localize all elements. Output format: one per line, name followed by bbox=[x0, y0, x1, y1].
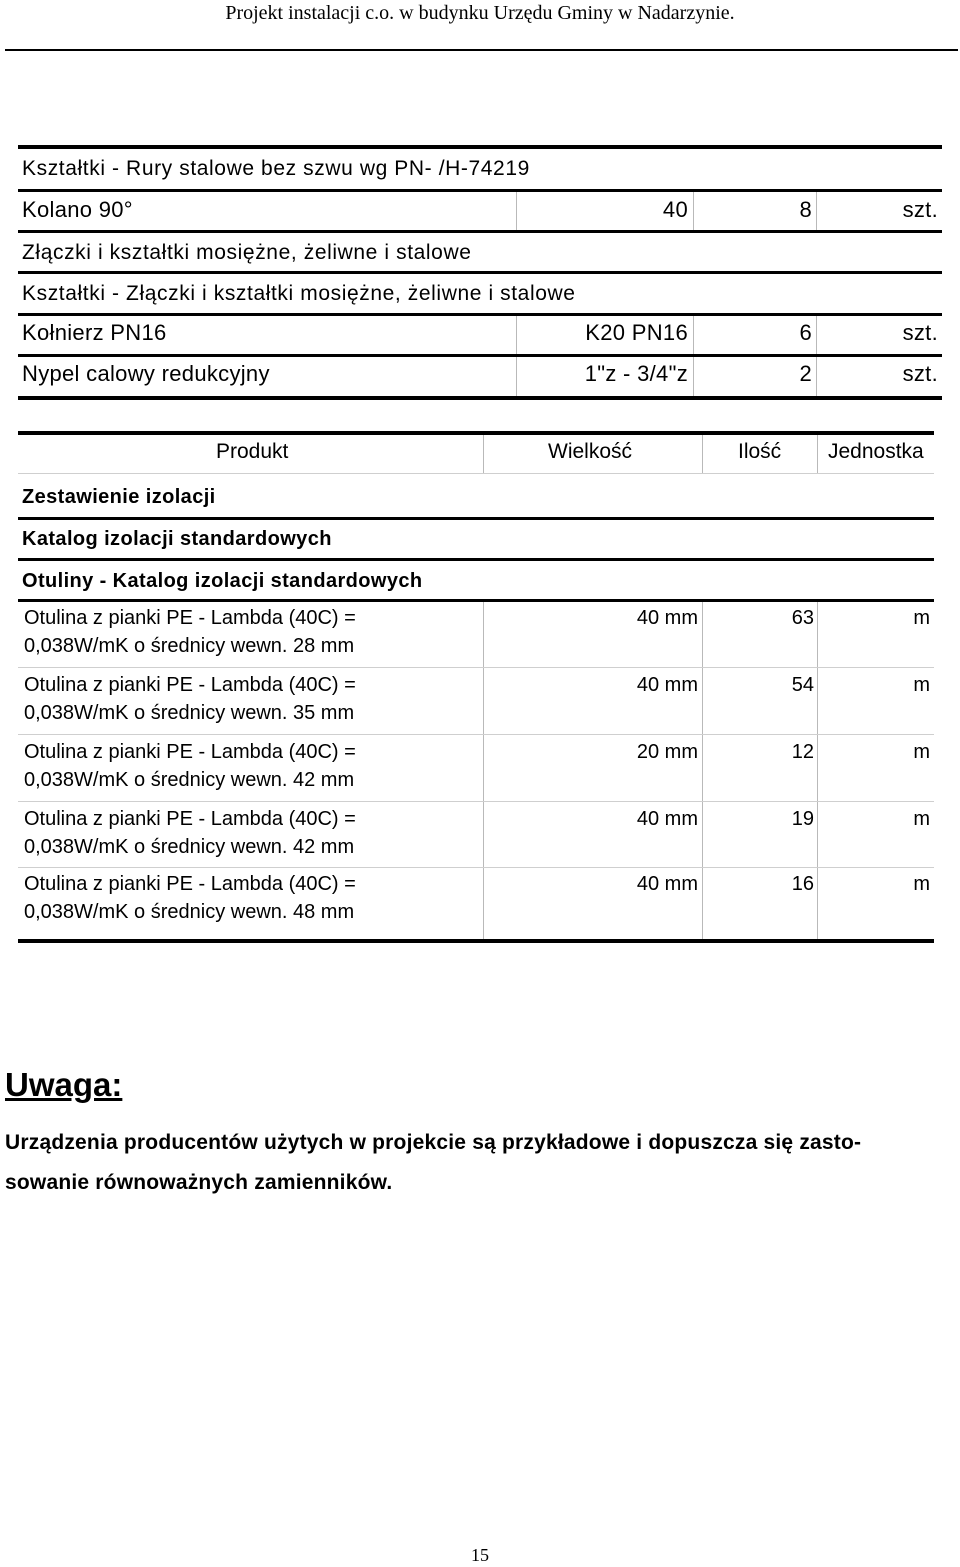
item-qty: 16 bbox=[791, 873, 814, 895]
column-divider bbox=[693, 192, 694, 230]
product-description: Otulina z pianki PE - Lambda (40C) = bbox=[24, 674, 356, 696]
item-qty: 54 bbox=[791, 674, 814, 696]
item-unit: m bbox=[913, 873, 930, 895]
item-unit: szt. bbox=[902, 361, 938, 386]
product-description: 0,038W/mK o średnicy wewn. 48 mm bbox=[24, 901, 355, 923]
product-description: Otulina z pianki PE - Lambda (40C) = bbox=[24, 808, 356, 830]
item-size: 40 mm bbox=[636, 808, 698, 830]
item-qty: 2 bbox=[799, 361, 812, 386]
item-size: 40 bbox=[662, 197, 688, 222]
section-heading: Złączki i kształtki mosiężne, żeliwne i stalowe bbox=[22, 241, 472, 264]
column-divider bbox=[816, 357, 817, 397]
section-heading: Katalog izolacji standardowych bbox=[22, 528, 332, 550]
column-divider bbox=[516, 316, 517, 354]
table-rule bbox=[18, 939, 934, 943]
column-divider bbox=[516, 192, 517, 230]
column-header-size: Wielkość bbox=[548, 440, 633, 463]
table-rule bbox=[18, 801, 934, 802]
note-heading: Uwaga: bbox=[5, 1066, 123, 1103]
page-header-title: Projekt instalacji c.o. w budynku Urzędu Gminy w Nadarzynie. bbox=[225, 2, 735, 24]
section-heading: Kształtki - Rury stalowe bez szwu wg PN- /H-74219 bbox=[22, 157, 530, 180]
column-divider bbox=[516, 357, 517, 397]
item-size: 1"z - 3/4"z bbox=[584, 361, 688, 386]
item-unit: szt. bbox=[902, 197, 938, 222]
column-header-qty: Ilość bbox=[738, 440, 782, 463]
product-description: Otulina z pianki PE - Lambda (40C) = bbox=[24, 607, 356, 629]
section-heading: Otuliny - Katalog izolacji standardowych bbox=[22, 570, 423, 592]
item-name: Kołnierz PN16 bbox=[22, 320, 167, 345]
column-divider bbox=[702, 435, 703, 473]
table-rule bbox=[18, 271, 942, 274]
item-unit: m bbox=[913, 808, 930, 830]
item-qty: 8 bbox=[799, 197, 812, 222]
table-rule bbox=[18, 145, 942, 149]
table-rule bbox=[18, 431, 934, 435]
table-rule bbox=[18, 189, 942, 192]
product-description: 0,038W/mK o średnicy wewn. 28 mm bbox=[24, 635, 355, 657]
column-divider bbox=[483, 435, 484, 473]
note-text: sowanie równoważnych zamienników. bbox=[5, 1171, 393, 1194]
column-divider bbox=[483, 602, 484, 940]
section-heading: Kształtki - Złączki i kształtki mosiężne, żeliwne i stalowe bbox=[22, 282, 576, 305]
note-text: Urządzenia producentów użytych w projekcie są przykładowe i dopuszcza się zasto- bbox=[5, 1131, 862, 1154]
item-qty: 6 bbox=[799, 320, 812, 345]
item-qty: 19 bbox=[791, 808, 814, 830]
column-divider bbox=[817, 602, 818, 940]
page-number: 15 bbox=[471, 1545, 489, 1565]
product-description: Otulina z pianki PE - Lambda (40C) = bbox=[24, 873, 356, 895]
product-description: 0,038W/mK o średnicy wewn. 42 mm bbox=[24, 836, 355, 858]
item-unit: m bbox=[913, 741, 930, 763]
table-rule bbox=[18, 667, 934, 668]
item-unit: m bbox=[913, 607, 930, 629]
item-size: 20 mm bbox=[636, 741, 698, 763]
product-description: 0,038W/mK o średnicy wewn. 42 mm bbox=[24, 769, 355, 791]
table-rule bbox=[18, 396, 942, 400]
section-heading: Zestawienie izolacji bbox=[22, 486, 216, 508]
item-name: Nypel calowy redukcyjny bbox=[22, 361, 270, 386]
column-divider bbox=[816, 316, 817, 354]
column-header-product: Produkt bbox=[216, 440, 289, 463]
table-rule bbox=[18, 867, 934, 868]
column-divider bbox=[816, 192, 817, 230]
item-name: Kolano 90° bbox=[22, 197, 133, 222]
table-rule bbox=[18, 473, 934, 474]
table-rule bbox=[18, 230, 942, 233]
column-header-unit: Jednostka bbox=[828, 440, 924, 463]
item-unit: szt. bbox=[902, 320, 938, 345]
column-divider bbox=[702, 602, 703, 940]
table-rule bbox=[18, 599, 934, 602]
column-divider bbox=[693, 357, 694, 397]
item-qty: 63 bbox=[791, 607, 814, 629]
product-description: Otulina z pianki PE - Lambda (40C) = bbox=[24, 741, 356, 763]
column-divider bbox=[817, 435, 818, 473]
table-rule bbox=[18, 517, 934, 520]
header-divider bbox=[5, 49, 958, 51]
item-size: 40 mm bbox=[636, 674, 698, 696]
item-size: 40 mm bbox=[636, 607, 698, 629]
product-description: 0,038W/mK o średnicy wewn. 35 mm bbox=[24, 702, 355, 724]
column-divider bbox=[693, 316, 694, 354]
table-rule bbox=[18, 558, 934, 561]
item-size: 40 mm bbox=[636, 873, 698, 895]
table-rule bbox=[18, 354, 942, 357]
item-unit: m bbox=[913, 674, 930, 696]
item-size: K20 PN16 bbox=[585, 320, 688, 345]
item-qty: 12 bbox=[791, 741, 814, 763]
table-rule bbox=[18, 734, 934, 735]
table-rule bbox=[18, 313, 942, 316]
